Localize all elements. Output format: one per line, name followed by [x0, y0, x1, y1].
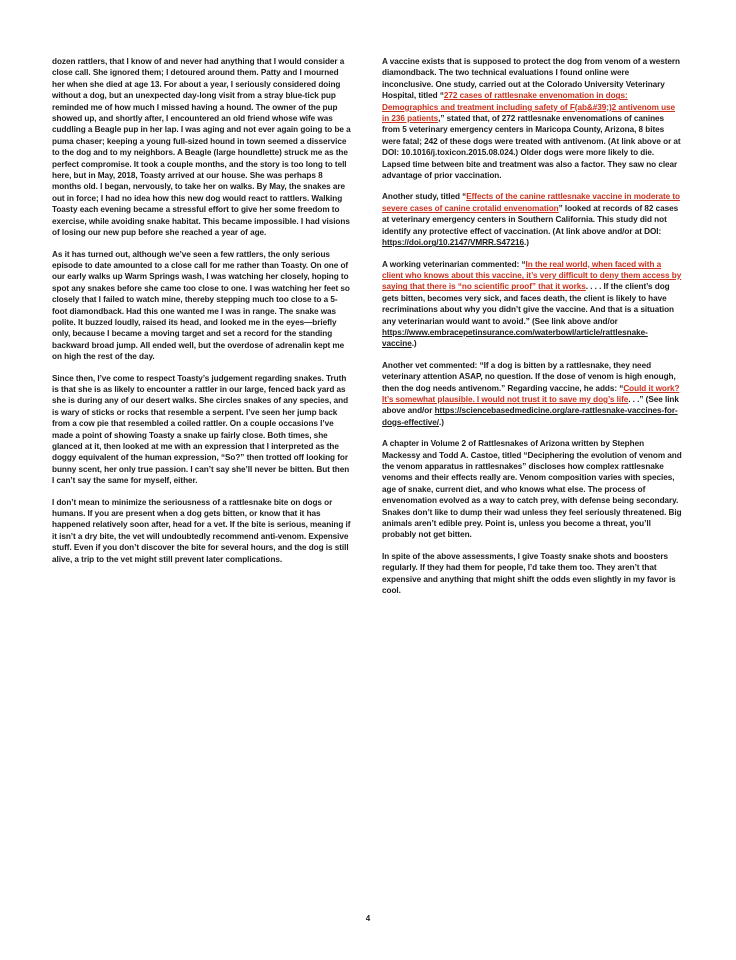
left-column	[52, 56, 352, 575]
paragraph-text: .)	[439, 417, 444, 427]
page-number: 4	[365, 914, 371, 923]
paragraph: Since then, I’ve come to respect Toasty’s judgement regarding snakes. Truth is that she is as likely to encounter a rattler in our large, fenced back yard as she is during any of our desert walks. She circles snakes of any species, and is wary of sticks or rocks that resemble a serpent. I’ve seen her jump back from a cow pie that resembled a coiled rattler. On a couple occasions I’ve made a point of showing Toasty a snake up fairly close. Both times, she glanced at it, then looked at me with an expression that I interpreted as the doggy equivalent of the human expression, “So?” then trotted off looking for bunny scent, her only true passion. I can’t say she’ll never be bitten. But then I can’t say the same for myself, either.	[52, 373, 350, 486]
paragraph-vaccine-study-1	[382, 56, 682, 181]
paragraph: A chapter in Volume 2 of Rattlesnakes of Arizona written by Stephen Mackessy and Todd A. Castoe, titled “Deciphering the evolution of venom and the venom apparatus in rattlesnakes” discloses how complex rattlesnake venoms and their effects really are. Venom composition varies with species, age of snake, current diet, and who knows what else. The process of envenomation evolved as a way to catch prey, with defense being secondary. Snakes don’t like to dump their wad unless they feel seriously threatened. Big animals aren’t edible prey. Point is, unless you become a threat, you’ll probably not get bitten.	[382, 439, 682, 540]
paragraph-text: Another study, titled “	[382, 192, 467, 202]
paragraph-vet-comment-1	[382, 259, 682, 350]
paragraph-text: Another vet commented: “If a dog is bitten by a rattlesnake, they need veterinary attention ASAP, no question. If the dose of venom is high enough, then the dog needs antivenom.” Regarding vaccine, he adds: “	[382, 360, 676, 393]
paragraph-vaccine-study-2	[382, 191, 682, 248]
study-link-2[interactable]: Effects of the canine rattlesnake vaccine in moderate to severe cases of canine crotalid envenomation	[382, 192, 681, 213]
paragraph-text: .)	[524, 238, 529, 248]
paragraph-text: A vaccine exists that is supposed to protect the dog from venom of a western diamondback. The two technical evaluations I found online were inconclusive. One study, carried out at the Colorado University Veterinary Hospital, titled “	[382, 57, 680, 101]
paragraph-text: .)	[411, 339, 417, 349]
paragraph: As it has turned out, although we’ve seen a few rattlers, the only serious episode to date amounted to a close call for me rather than Toasty. On one of our early walks up Warm Springs wash, I was watching her closely, hoping to spot any snakes before she came too close to one. I was watching her feet so closely that I failed to watch mine, thereby stepping much too close to a 5-foot diamondback. Had this one wanted me I was in range. The snake was polite. It buzzed loudly, raised its head, and looked me in the eyes—briefly only, because I became a moving target and set a record for the standing backward broad jump. All ended well, but the overdose of adrenalin kept me on high the rest of the day.	[52, 249, 350, 362]
paragraph-text: . . .” (See link above and/or	[382, 394, 679, 416]
paragraph-text: ,” stated that, of 272 rattlesnake envenomations of canines from 5 veterinary emergency centers in Maricopa County, Arizona, 8 bites were fatal; 242 of these dogs were treated with antivenom. (At link above or at DOI: 10.1016/j.toxicon.2015.08.024.) Older dogs were more likely to die. Lapsed time between bite and treatment was also a factor. They saw no clear advantage of prior vaccination.	[382, 114, 681, 181]
right-column	[382, 56, 682, 606]
article-url-link[interactable]: https://sciencebasedmedicine.org/are-rattlesnake-vaccines-for-dogs-effective/	[382, 406, 678, 427]
paragraph: dozen rattlers, that I know of and never had anything that I would consider a close call. She ignored them; I detoured around them. Patty and I mourned her when she died at age 13. For about a year, I seriously considered doing without a dog, but an unexpected day-long visit from a stray blue-tick pup reminded me of how much I missed having a hound. The owner of the pup showed up, and shortly after, I encountered an old friend whose wife was cuddling a Beagle pup in her lap. I was aging and not ever again going to be a puma chaser; keeping a young full-sized hound in town seemed a disservice to the dog and to my neighbors. A Beagle (large houndlette) struck me as the perfect compromise. It took a couple months, and the story is too long to tell here, but in May, 2018, Toasty arrived at our house. She was perhaps 8 months old. I began, nervously, to take her on walks. By May, the snakes are out in force; I had no idea how this new dog would react to rattlers. Walking Toasty each evening became a stressful effort to give her some freedom to exercise, while avoiding snake habitat. This became impossible. I had visions of losing our new pup before she reached a year of age.	[52, 57, 351, 238]
paragraph-text: ” looked at records of 82 cases at veterinary emergency centers in Southern California. This study did not identify any protective effect of vaccination. (At link above and/or at DOI:	[382, 203, 679, 236]
doi-link[interactable]: https://doi.org/10.2147/VMRR.S47216	[382, 238, 525, 248]
paragraph-text: . . . . If the client’s dog gets bitten, becomes very sick, and faces death, the client is likely to have recriminations about why you didn’t give the vaccine. And that is a situation any veterinarian would want to avoid.” (See link above and/or	[382, 282, 675, 326]
quote-link-1[interactable]: In the real world, when faced with a client who knows about this vaccine, it’s very difficult to deny them access by saying that there is “no scientific proof” that it works	[382, 259, 682, 292]
paragraph-vet-comment-2	[382, 360, 682, 428]
paragraph: I don’t mean to minimize the seriousness of a rattlesnake bite on dogs or humans. If you are present when a dog gets bitten, or know that it has happened relatively soon after, head for a vet. If the bite is serious, meaning if it isn’t a dry bite, the vet will undoubtedly recommend anti-venom. Expensive stuff. Even if you don’t discover the bite for several hours, and the dog is still alive, a trip to the vet might still prevent later complications.	[52, 497, 351, 564]
article-url-link[interactable]: https://www.embracepetinsurance.com/waterbowl/article/rattlesnake-vaccine	[382, 327, 648, 349]
study-link-1[interactable]: 272 cases of rattlesnake envenomation in dogs: Demographics and treatment including safety of F(ab&#39;)2 antivenom use in 236 patients	[382, 91, 676, 124]
quote-link-2[interactable]: Could it work? It’s somewhat plausible. I would not trust it to save my dog’s life	[382, 383, 680, 404]
paragraph-text: A working veterinarian commented: “	[382, 259, 526, 269]
paragraph: In spite of the above assessments, I give Toasty snake shots and boosters regularly. If they had them for people, I’d take them too. They aren’t that expensive and anything that might shift the odds even slightly in my favor is cool.	[382, 551, 676, 596]
